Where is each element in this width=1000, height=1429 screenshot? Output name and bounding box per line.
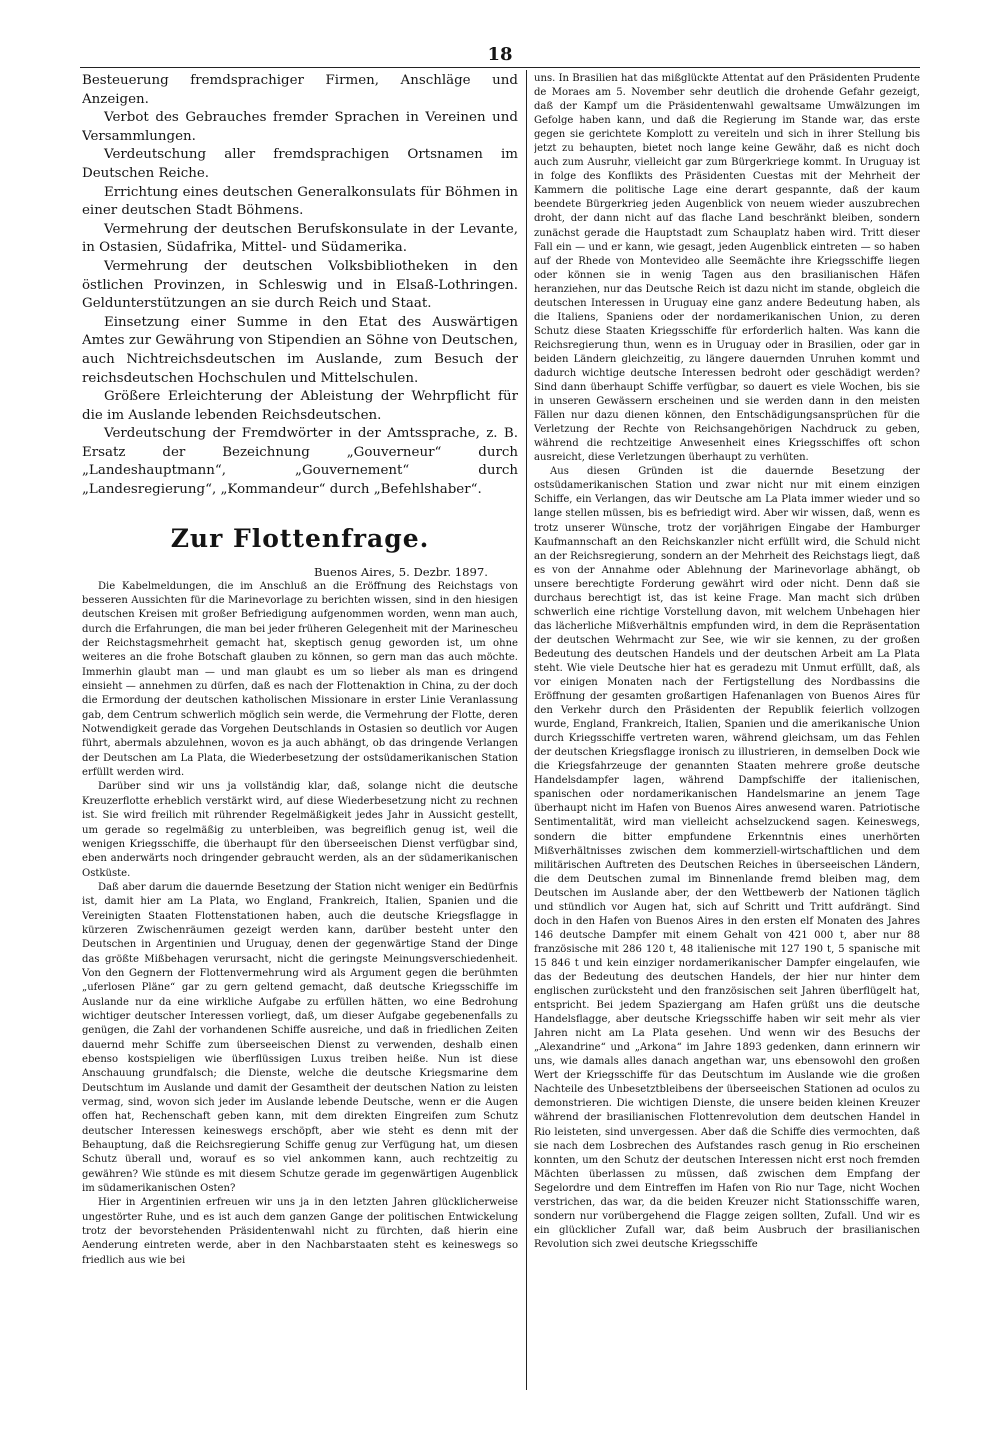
list-item: Errichtung eines deutschen Generalkonsulats für Böhmen in einer deutschen Stadt Böhmens. [82, 184, 518, 219]
article-paragraph: Aus diesen Gründen ist die dauernde Besetzung der ostsüdamerikanischen Station und zwar nicht nur mit einem einzigen Schiffe, ein Verlangen, das wir Deutsche am La Plata immer wieder und so lange stellen müssen, bis es befriedigt wird. Aber wir wissen, daß, wenn es trotz unserer Wünsche, trotz der vorjährigen Eingabe der Hamburger Kaufmannschaft an den Reichskanzler nicht erfüllt wird, die Schuld nicht an der Reichsregierung, sondern an der Mehrheit des Reichstags liegt, daß es von der Annahme oder Ablehnung der Marinevorlage abhängt, ob unsere berechtigte Forderung gewährt wird oder nicht. Denn daß sie durchaus berechtigt ist, das ist keine Frage. Man macht sich drüben schwerlich eine richtige Vorstellung davon, mit welchem Unbehagen hier das lächerliche Mißverhältnis empfunden wird, in dem die Repräsentation der deutschen Wehrmacht zur See, wie wir sie kennen, zu der großen Bedeutung des deutschen Handels und der deutschen Arbeit am La Plata steht. Wie viele Deutsche hier hat es geradezu mit Unmut erfüllt, daß, als vor einigen Monaten nach der Fertigstellung des Nordbassins die Eröffnung der gesamten großartigen Hafenanlagen von Buenos Aires für den Verkehr durch den Präsidenten der Republik feierlich vollzogen wurde, England, Frankreich, Italien, Spanien und die amerikanische Union durch Kriegsschiffe vertreten waren, während gleichsam, um das Fehlen der deutschen Kriegsflagge ironisch zu illustrieren, in demselben Dock wie die Kriegsfahrzeuge der genannten Staaten mehrere große deutsche Handelsdampfer lagen, während Dampfschiffe der italienischen, spanischen oder nordamerikanischen Handelsmarine an jenem Tage überhaupt nicht im Hafen von Buenos Aires anwesend waren. Patriotische Sentimentalität, wird man vielleicht achselzuckend sagen. Keineswegs, sondern die bitter empfundene Erkenntnis eines unerhörten Mißverhältnisses zwischen dem kommerziell-wirtschaftlichen und dem militärischen Auftreten des Deutschen Reiches in überseeischen Ländern, die dem Deutschen zumal im Binnenlande fremd bleiben mag, dem Deutschen im Auslande aber, der den Wettbewerb der Nationen täglich und stündlich vor Augen hat, sich auf Schritt und Tritt aufdrängt. Sind doch in den Hafen von Buenos Aires in den ersten elf Monaten des Jahres 146 deutsche Dampfer mit einem Gehalt von 421 000 t, aber nur 88 französische mit 286 120 t, 48 italienische mit 127 190 t, 5 spanische mit 15 846 t und kein einziger nordamerikanischer Dampfer eingelaufen, wie das der Bedeutung des deutschen Handels, der hier nur hinter dem englischen zurücksteht und den französischen seit Jahren überflügelt hat, entspricht. Bei jedem Spaziergang am Hafen grüßt uns die deutsche Handelsflagge, aber deutsche Kriegsschiffe haben wir seit mehr als vier Jahren nicht am La Plata gesehen. Und wenn wir des Besuchs der „Alexandrine“ und „Arkona“ im Jahre 1893 gedenken, dann erinnern wir uns, wie damals alles danach angethan war, uns ebensowohl den großen Wert der Kriegsschiffe für das Deutschtum im Auslande wie die großen Nachteile des Unbesetztbleibens der überseeischen Stationen ad oculos zu demonstrieren. Die wichtigen Dienste, die unsere beiden kleinen Kreuzer während der brasilianischen Flottenrevolution dem deutschen Handel in Rio leisteten, sind unvergessen. Aber daß die Schiffe dies vermochten, daß sie nach dem Losbrechen des Aufstandes rasch genug in Rio erscheinen konnten, um den Schutz der deutschen Interessen nicht erst noch fremden Mächten überlassen zu müssen, daß zwischen dem Empfang der Segelordre und dem Eintreffen im Hafen von Rio nur Tage, nicht Wochen verstrichen, das war, da die beiden Kreuzer nicht Stationsschiffe waren, sondern nur vorübergehend die Flagge zeigen sollten, Zufall. Und wir es ein glücklicher Zufall war, daß beim Ausbruch der brasilianischen Revolution sich zwei deutsche Kriegsschiffe [534, 466, 920, 1250]
list-item: Besteuerung fremdsprachiger Firmen, Anschläge und Anzeigen. [82, 73, 518, 107]
list-item: Vermehrung der deutschen Berufskonsulate in der Levante, in Ostasien, Südafrika, Mittel- und Südamerika. [82, 221, 518, 256]
list-item: Verbot des Gebrauches fremder Sprachen in Vereinen und Versammlungen. [82, 110, 518, 144]
column-divider [526, 70, 527, 1390]
article-paragraph: Hier in Argentinien erfreuen wir uns ja in den letzten Jahren glücklicherweise ungestörter Ruhe, und es ist auch dem ganzen Gange der politischen Entwickelung trotz der bevorstehenden Präsidentenwahl nicht zu fürchten, daß hierin eine Aenderung eintreten werde, aber in den Nachbarstaaten steht es keineswegs so friedlich aus wie bei [82, 1197, 518, 1266]
list-item: Verdeutschung der Fremdwörter in der Amtssprache, z. B. Ersatz der Bezeichnung „Gouverneur“ durch „Landeshauptmann“, „Gouvernement“ durch „Landesregierung“, „Kommandeur“ durch „Befehlshaber“. [82, 426, 518, 498]
list-item: Einsetzung einer Summe in den Etat des Auswärtigen Amtes zur Gewährung von Stipendien an Söhne von Deutschen, auch Nichtreichsdeutschen im Auslande, zum Besuch der reichsdeutschen Hochschulen und Mittelschulen. [82, 314, 518, 386]
list-item: Verdeutschung aller fremdsprachigen Ortsnamen im Deutschen Reiche. [82, 147, 518, 181]
article-dateline: Buenos Aires, 5. Dezbr. 1897. [314, 564, 488, 579]
list-item: Vermehrung der deutschen Volksbibliotheken in den östlichen Provinzen, in Schleswig und in Elsaß-Lothringen. Geldunterstützungen an sie durch Reich und Staat. [82, 258, 518, 312]
article-paragraph: Daß aber darum die dauernde Besetzung der Station nicht weniger ein Bedürfnis ist, damit hier am La Plata, wo England, Frankreich, Italien, Spanien und die Vereinigten Staaten Flottenstationen haben, auch die deutsche Kriegsflagge in kürzeren Zwischenräumen gezeigt werden kann, darüber besteht unter den Deutschen in Argentinien und Uruguay, denen der gegenwärtige Stand der Dinge das größte Mißbehagen verursacht, nicht die geringste Meinungsverschiedenheit. Von den Gegnern der Flottenvermehrung wird als Argument gegen die berühmten „uferlosen Pläne“ gar zu gern geltend gemacht, daß deutsche Kriegsschiffe im Auslande nur da eine wirkliche Aufgabe zu erfüllen hätten, wo eine Bedrohung wichtiger deutscher Interessen vorliegt, daß, um dieser Aufgabe gegebenenfalls zu genügen, die Zahl der vorhandenen Schiffe ausreiche, und daß in friedlichen Zeiten dauernd mehr Schiffe zum überseeischen Dienst zu verwenden, deshalb einen ebenso kostspieligen wie überflüssigen Luxus treiben heiße. Nun ist diese Anschauung grundfalsch; die Dienste, welche die deutsche Kriegsmarine dem Deutschtum im Auslande und damit der Gesamtheit der deutschen Nation zu leisten vermag, sind, wovon sich jeder im Auslande lebende Deutsche, wenn er die Augen offen hat, Rechenschaft geben kann, mit dem direkten Eingreifen zum Schutz deutscher Interessen keineswegs erschöpft, aber wie steht es denn mit der Behauptung, daß die Reichsregierung Schiffe genug zur Verfügung hat, um diesen Schutz überall und, worauf es so viel ankommen kann, auch rechtzeitig zu gewähren? Wie stünde es mit diesem Schutze gerade im gegenwärtigen Augenblick im südamerikanischen Osten? [82, 881, 518, 1195]
right-column [534, 72, 920, 1411]
header-rule [80, 67, 920, 68]
list-item: Größere Erleichterung der Ableistung der Wehrpflicht für die im Auslande lebenden Reichsdeutschen. [82, 389, 518, 423]
left-column [82, 72, 518, 1411]
page-number: 18 [487, 44, 513, 65]
article-title: Zur Flottenfrage. [170, 523, 430, 553]
demands-list [82, 72, 518, 500]
article-paragraph: Darüber sind wir uns ja vollständig klar, daß, solange nicht die deutsche Kreuzerflotte erheblich verstärkt wird, auf diese Wiederbesetzung nicht zu rechnen ist. Sie wird freilich mit rührender Regelmäßigkeit jedes Jahr in Aussicht gestellt, um gerade so regelmäßig zu unterbleiben, was begreiflich genug ist, weil die wenigen Kriegsschiffe, die überhaupt für den überseeischen Dienst verfügbar sind, eben anderwärts noch dringender gebraucht werden, als an der südamerikanischen Ostküste. [82, 781, 518, 879]
article-paragraph: uns. In Brasilien hat das mißglückte Attentat auf den Präsidenten Prudente de Moraes am 5. November sehr deutlich die drohende Gefahr gezeigt, daß der Kampf um die Präsidentenwahl gewaltsame Umwälzungen im Gefolge haben kann, und daß die Regierung im Stande war, das erste gegen sie gerichtete Komplott zu vereiteln und sich in ihrer Stellung bis jetzt zu behaupten, bietet noch lange keine Gewähr, daß es nicht doch auch zum Ausruhr, vielleicht gar zum Bürgerkriege kommt. In Uruguay ist in folge des Konflikts des Präsidenten Cuestas mit der Mehrheit der Kammern die politische Lage eine derart gespannte, daß der kaum beendete Bürgerkrieg jeden Augenblick von neuem wieder auszubrechen droht, der dann nicht auf das flache Land beschränkt bleiben, sondern zunächst gerade die Hauptstadt zum Schauplatz haben wird. Tritt dieser Fall ein — und er kann, wie gesagt, jeden Augenblick eintreten — so haben auf der Rhede von Montevideo alle Seemächte ihre Kriegsschiffe liegen oder können sie in wenig Tagen aus den brasilianischen Häfen heranziehen, nur das Deutsche Reich ist dazu nicht im stande, obgleich die deutschen Interessen in Uruguay eine ganz andere Bedeutung haben, als die Italiens, Spaniens oder der nordamerikanischen Union, zu deren Schutz diese Staaten Kriegsschiffe für erforderlich halten. Was kann die Reichsregierung thun, wenn es in Uruguay oder in Brasilien, oder gar in beiden Ländern gleichzeitig, zu längere dauernden Unruhen kommt und dadurch wichtige deutsche Interessen bedroht oder geschädigt werden? Sind dann überhaupt Schiffe verfügbar, so dauert es viele Wochen, bis sie in unseren Gewässern erscheinen und sie werden dann in den meisten Fällen nur dazu dienen können, den Entschädigungsansprüchen für die Verletzung der Rechte von Reichsangehörigen Nachdruck zu geben, während die rechtzeitige Anwesenheit eines Kriegsschiffes oft schon ausreicht, diese Verletzungen überhaupt zu verhüten. [534, 73, 920, 464]
article-paragraph: Die Kabelmeldungen, die im Anschluß an die Eröffnung des Reichstags von besseren Aussichten für die Marinevorlage zu berichten wissen, sind in den hiesigen deutschen Kreisen mit großer Befriedigung aufgenommen worden, wenn man auch, durch die Erfahrungen, die man bei jeder früheren Gelegenheit mit der Marinescheu der Reichstagsmehrheit gemacht hat, skeptisch genug geworden ist, um ohne weiteres an die frohe Botschaft glauben zu können, so gern man das auch möchte. Immerhin glaubt man — und man glaubt es um so lieber als man es dringend einsieht — annehmen zu dürfen, daß es nach der Flottenaktion in China, zu der doch die Ermordung der deutschen katholischen Missionare in erster Linie Veranlassung gab, dem Centrum schwerlich möglich sein werde, die Vermehrung der Flotte, deren Notwendigkeit gerade das Vorgehen Deutschlands in Ostasien so deutlich vor Augen führt, abermals abzulehnen, wovon es ja auch abhängt, ob das dringende Verlangen der Deutschen am La Plata, die Wiederbesetzung der ostsüdamerikanischen Station erfüllt werden wird. [82, 580, 518, 779]
